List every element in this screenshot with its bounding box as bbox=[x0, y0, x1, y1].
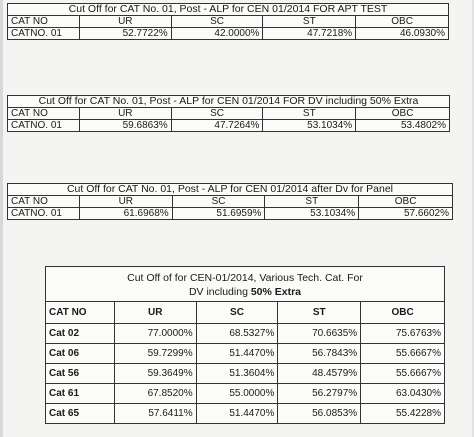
cell-cat: Cat 61 bbox=[46, 384, 115, 404]
header-sc: SC bbox=[196, 302, 278, 324]
table-title-bold: 50% Extra bbox=[250, 286, 302, 298]
cell-ur: 52.7722% bbox=[79, 28, 171, 40]
table-title-row bbox=[46, 267, 445, 302]
table-header-row bbox=[8, 196, 453, 208]
cell-sc: 55.0000% bbox=[196, 384, 278, 404]
cutoff-table-apt-test bbox=[7, 3, 449, 40]
cell-obc: 46.0930% bbox=[356, 28, 449, 40]
cell-cat: Cat 65 bbox=[46, 404, 115, 424]
header-obc: OBC bbox=[356, 16, 449, 28]
table-title: Cut Off for CAT No. 01, Post - ALP for CEN 01/2014 after Dv for Panel bbox=[8, 184, 453, 196]
table-title-line1: Cut Off of for CEN-01/2014, Various Tech. Cat. For bbox=[127, 272, 363, 284]
cell-cat: Cat 02 bbox=[46, 324, 115, 344]
cell-ur: 77.0000% bbox=[114, 324, 196, 344]
header-ur: UR bbox=[79, 16, 171, 28]
cell-st: 47.7218% bbox=[263, 28, 356, 40]
cell-obc: 53.4802% bbox=[356, 120, 450, 132]
cell-st: 48.4579% bbox=[278, 364, 361, 384]
table-row bbox=[8, 28, 449, 40]
cell-obc: 55.6667% bbox=[361, 344, 445, 364]
header-obc: OBC bbox=[356, 108, 450, 120]
cell-st: 56.0853% bbox=[278, 404, 361, 424]
table-row bbox=[46, 364, 445, 384]
cell-st: 56.7843% bbox=[278, 344, 361, 364]
header-st: ST bbox=[265, 196, 359, 208]
cutoff-table-various-tech-cat bbox=[45, 266, 445, 424]
cell-cat: CATNO. 01 bbox=[8, 28, 80, 40]
cell-sc: 42.0000% bbox=[171, 28, 263, 40]
table-row bbox=[46, 384, 445, 404]
table-title: Cut Off for CAT No. 01, Post - ALP for CEN 01/2014 FOR APT TEST bbox=[8, 4, 449, 16]
table-title bbox=[46, 267, 445, 302]
table-row bbox=[46, 324, 445, 344]
table-title-line2: DV including bbox=[188, 286, 251, 298]
cell-ur: 59.7299% bbox=[114, 344, 196, 364]
table-header-row bbox=[46, 302, 445, 324]
cell-ur: 61.6968% bbox=[79, 208, 172, 220]
header-obc: OBC bbox=[361, 302, 445, 324]
cell-obc: 55.4228% bbox=[361, 404, 445, 424]
table-title-row bbox=[8, 96, 450, 108]
table-title-row bbox=[8, 184, 453, 196]
header-cat-no: CAT NO bbox=[8, 16, 80, 28]
header-sc: SC bbox=[171, 108, 263, 120]
cell-st: 53.1034% bbox=[263, 120, 356, 132]
table-row bbox=[46, 344, 445, 364]
table-row bbox=[8, 120, 450, 132]
header-st: ST bbox=[278, 302, 361, 324]
table-row bbox=[8, 208, 453, 220]
cell-sc: 51.6959% bbox=[172, 208, 265, 220]
cutoff-table-after-dv-panel bbox=[7, 183, 453, 220]
cell-st: 56.2797% bbox=[278, 384, 361, 404]
cell-ur: 59.6863% bbox=[79, 120, 171, 132]
cell-sc: 51.4470% bbox=[196, 344, 278, 364]
table-header-row bbox=[8, 16, 449, 28]
cell-ur: 67.8520% bbox=[114, 384, 196, 404]
cell-obc: 63.0430% bbox=[361, 384, 445, 404]
cell-obc: 75.6763% bbox=[361, 324, 445, 344]
cell-sc: 47.7264% bbox=[171, 120, 263, 132]
page-left-edge bbox=[0, 0, 3, 437]
header-cat-no: CAT NO bbox=[8, 196, 80, 208]
cell-obc: 57.6602% bbox=[359, 208, 453, 220]
table-title-row bbox=[8, 4, 449, 16]
table-header-row bbox=[8, 108, 450, 120]
header-ur: UR bbox=[79, 196, 172, 208]
header-st: ST bbox=[263, 16, 356, 28]
cell-cat: CATNO. 01 bbox=[8, 120, 80, 132]
cell-sc: 68.5327% bbox=[196, 324, 278, 344]
cell-ur: 57.6411% bbox=[114, 404, 196, 424]
header-ur: UR bbox=[79, 108, 171, 120]
cell-st: 70.6635% bbox=[278, 324, 361, 344]
cell-sc: 51.4470% bbox=[196, 404, 278, 424]
header-cat-no: CAT NO bbox=[8, 108, 80, 120]
header-sc: SC bbox=[172, 196, 265, 208]
cell-ur: 59.3649% bbox=[114, 364, 196, 384]
table-row bbox=[46, 404, 445, 424]
header-ur: UR bbox=[114, 302, 196, 324]
header-st: ST bbox=[263, 108, 356, 120]
table-title: Cut Off for CAT No. 01, Post - ALP for CEN 01/2014 FOR DV including 50% Extra bbox=[8, 96, 450, 108]
cutoff-table-dv-50-extra bbox=[7, 95, 450, 132]
cell-obc: 55.6667% bbox=[361, 364, 445, 384]
cell-st: 53.1034% bbox=[265, 208, 359, 220]
header-cat-no: CAT NO bbox=[46, 302, 115, 324]
header-obc: OBC bbox=[359, 196, 453, 208]
header-sc: SC bbox=[171, 16, 263, 28]
cell-cat: CATNO. 01 bbox=[8, 208, 80, 220]
cell-cat: Cat 06 bbox=[46, 344, 115, 364]
cell-sc: 51.3604% bbox=[196, 364, 278, 384]
cell-cat: Cat 56 bbox=[46, 364, 115, 384]
